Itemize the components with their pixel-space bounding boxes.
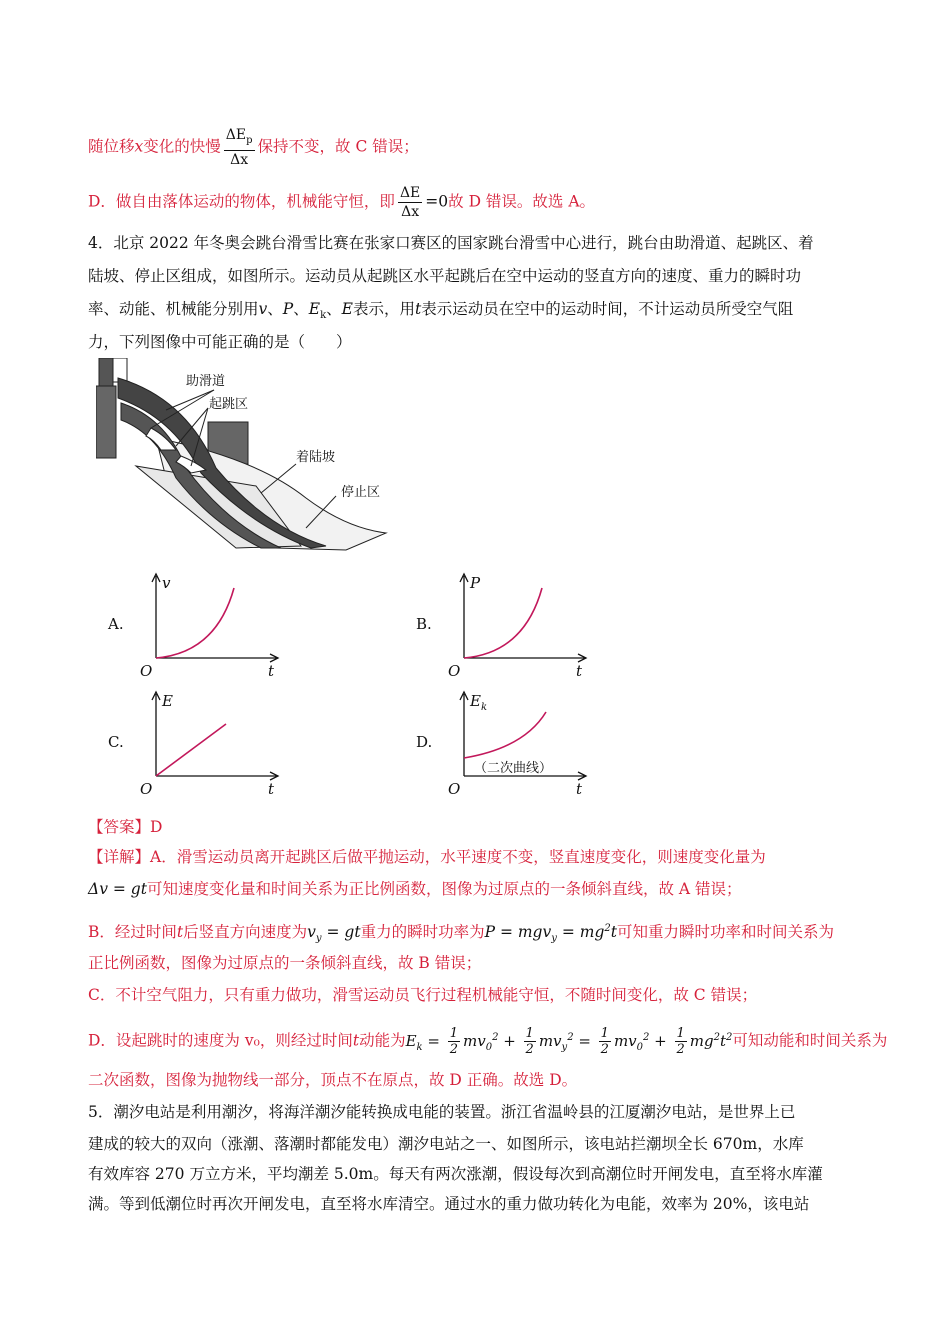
x-axis-label: t (268, 780, 275, 798)
q5-line1: 5．潮汐电站是利用潮汐，将海洋潮汐能转换成电能的装置。浙江省温岭县的江厦潮汐电站，是世界上已 (88, 1103, 796, 1121)
curve (156, 724, 226, 776)
x-axis-label: t (576, 662, 583, 680)
curve-note: （二次曲线） (474, 761, 553, 776)
origin-label: O (140, 662, 153, 680)
curve (464, 712, 546, 758)
option-label-a: A. (108, 615, 124, 633)
q4-line2: 陆坡、停止区组成，如图所示。运动员从起跳区水平起跳后在空中运动的竖直方向的速度、重力的瞬时功 (88, 267, 802, 285)
f: v (307, 923, 316, 942)
label-landing: 着陆坡 (296, 450, 336, 465)
frac-num-sub: p (246, 134, 253, 146)
detail-c-line: C．不计空气阻力，只有重力做功，滑雪运动员飞行过程机械能守恒，不随时间变化，故 C 错误； (88, 986, 758, 1004)
text-fragment: D．设起跳时的速度为 v₀，则经过时间 (88, 1031, 353, 1050)
fraction-dE-dx (398, 184, 422, 221)
x-axis-label: t (576, 780, 583, 798)
f-sub: y (551, 933, 557, 945)
curve (156, 588, 234, 658)
text-fragment: 率、动能、机械能分别用 (88, 300, 259, 318)
detail-a-line (88, 846, 766, 868)
q4-line1: 4．北京 2022 年冬奥会跳台滑雪比赛在张家口赛区的国家跳台滑雪中心进行，跳台由助滑道、起跳区、着 (88, 234, 814, 252)
text-fragment: D．做自由落体运动的物体，机械能守恒，即 (88, 192, 395, 211)
y-axis-sub: k (481, 702, 488, 713)
label-slide: 助滑道 (186, 374, 226, 389)
y-axis-label: E (162, 692, 173, 710)
detail-d2-line: 二次函数，图像为抛物线一部分，顶点不在原点，故 D 正确。故选 D。 (88, 1071, 578, 1089)
formula-Ek: $E_k$ = $\frac{1}{2}$ $mv_0^2$ + $\frac{1}{2}$ $mv_y^2$ = $\frac{1}{2}$ $mv_0^2$ + $\frac{1}{2}$ $mg^2t^2$ (405, 1026, 733, 1057)
f: t (610, 923, 617, 942)
solution-d-line (88, 184, 595, 221)
var-t: t (352, 1031, 360, 1050)
var-x: x (134, 137, 144, 156)
detail-d-line (88, 1026, 887, 1059)
fraction-dEp-dx (224, 126, 255, 169)
label-takeoff: 起跳区 (209, 397, 249, 412)
y-axis-label: P (470, 574, 481, 592)
text-fragment: A．滑雪运动员离开起跳区后做平抛运动，水平速度不变，竖直速度变化，则速度变化量为 (150, 848, 766, 866)
label-stop: 停止区 (341, 485, 381, 500)
origin-label: O (140, 780, 153, 798)
text-fragment: 表示，用 (352, 300, 415, 318)
f-sub: y (315, 933, 322, 945)
f: P = mgv (484, 923, 552, 942)
text-fragment: B．经过时间 (88, 923, 177, 942)
text-fragment: 故 D 错误。故选 A。 (448, 192, 596, 211)
q5-line2: 建成的较大的双向（涨潮、落潮时都能发电）潮汐电站之一、如图所示，该电站拦潮坝全长 670m，水库 (88, 1135, 804, 1153)
equals-zero: =0 (425, 192, 449, 211)
option-graph-d (446, 688, 606, 798)
text-fragment: 动能为 (359, 1031, 406, 1050)
f-sup: 2 (604, 923, 611, 934)
option-label-d: D. (416, 733, 433, 751)
q4-line3 (88, 298, 793, 327)
text-fragment: 可知速度变化量和时间关系为正比例函数，图像为过原点的一条倾斜直线，故 A 错误； (146, 880, 742, 898)
sep: 、 (293, 300, 309, 318)
option-label-b: B. (416, 615, 432, 633)
text-fragment: 变化的快慢 (143, 137, 221, 156)
text-fragment: 后竖直方向速度为 (183, 923, 308, 942)
origin-label: O (448, 662, 461, 680)
frac-den: Δx (230, 151, 249, 168)
frac-den: Δx (401, 204, 420, 220)
q5-line3: 有效库容 270 万立方米，平均潮差 5.0m。每天有两次涨潮，假设每次到高潮位时开闸发电，直至将水库灌 (88, 1165, 823, 1183)
text-fragment: 表示运动员在空中的运动时间，不计运动员所受空气阻 (421, 300, 794, 318)
frac-num: ΔE (225, 127, 247, 143)
detail-b2-line: 正比例函数，图像为过原点的一条倾斜直线，故 B 错误； (88, 954, 482, 972)
formula-vy (307, 923, 361, 945)
option-graph-a (138, 570, 298, 680)
text-fragment: 随位移 (88, 137, 135, 156)
formula-P (484, 923, 617, 945)
sep: 、 (267, 300, 283, 318)
option-graph-c (138, 688, 298, 798)
sep: 、 (326, 300, 342, 318)
x-axis-label: t (268, 662, 275, 680)
var-Ek-sub: k (320, 310, 327, 322)
y-axis-label: v (162, 574, 171, 592)
text-fragment: 重力的瞬时功率为 (360, 923, 485, 942)
var-Ek: E (308, 300, 321, 318)
curve (464, 588, 542, 658)
option-graph-b (446, 570, 606, 680)
detail-tag: 【详解】 (88, 848, 151, 866)
var-v: v (258, 300, 268, 318)
text-fragment: 可知重力瞬时功率和时间关系为 (616, 923, 834, 942)
q4-line4: 力，下列图像中可能正确的是（ ） (88, 333, 352, 351)
detail-a2-line (88, 878, 742, 900)
option-label-c: C. (108, 733, 124, 751)
formula-dv: Δv = gt (88, 880, 147, 898)
detail-b-line (88, 918, 834, 950)
var-t: t (415, 300, 422, 318)
var-P: P (282, 300, 294, 318)
f: = mg (556, 923, 605, 942)
origin-label: O (448, 780, 461, 798)
answer-line: 【答案】D (88, 818, 163, 836)
text-fragment: 保持不变，故 C 错误； (257, 137, 419, 156)
f: = gt (321, 923, 361, 942)
q5-line4: 满。等到低潮位时再次开闸发电，直至将水库清空。通过水的重力做功转化为电能，效率为 20%，该电站 (88, 1195, 810, 1213)
y-axis-label: E (470, 692, 481, 710)
ski-jump-figure (96, 358, 396, 558)
text-fragment: 可知动能和时间关系为 (732, 1031, 888, 1050)
var-t: t (176, 923, 184, 942)
var-E: E (341, 300, 353, 318)
frac-num: ΔE (399, 185, 421, 201)
solution-c-line (88, 126, 419, 169)
